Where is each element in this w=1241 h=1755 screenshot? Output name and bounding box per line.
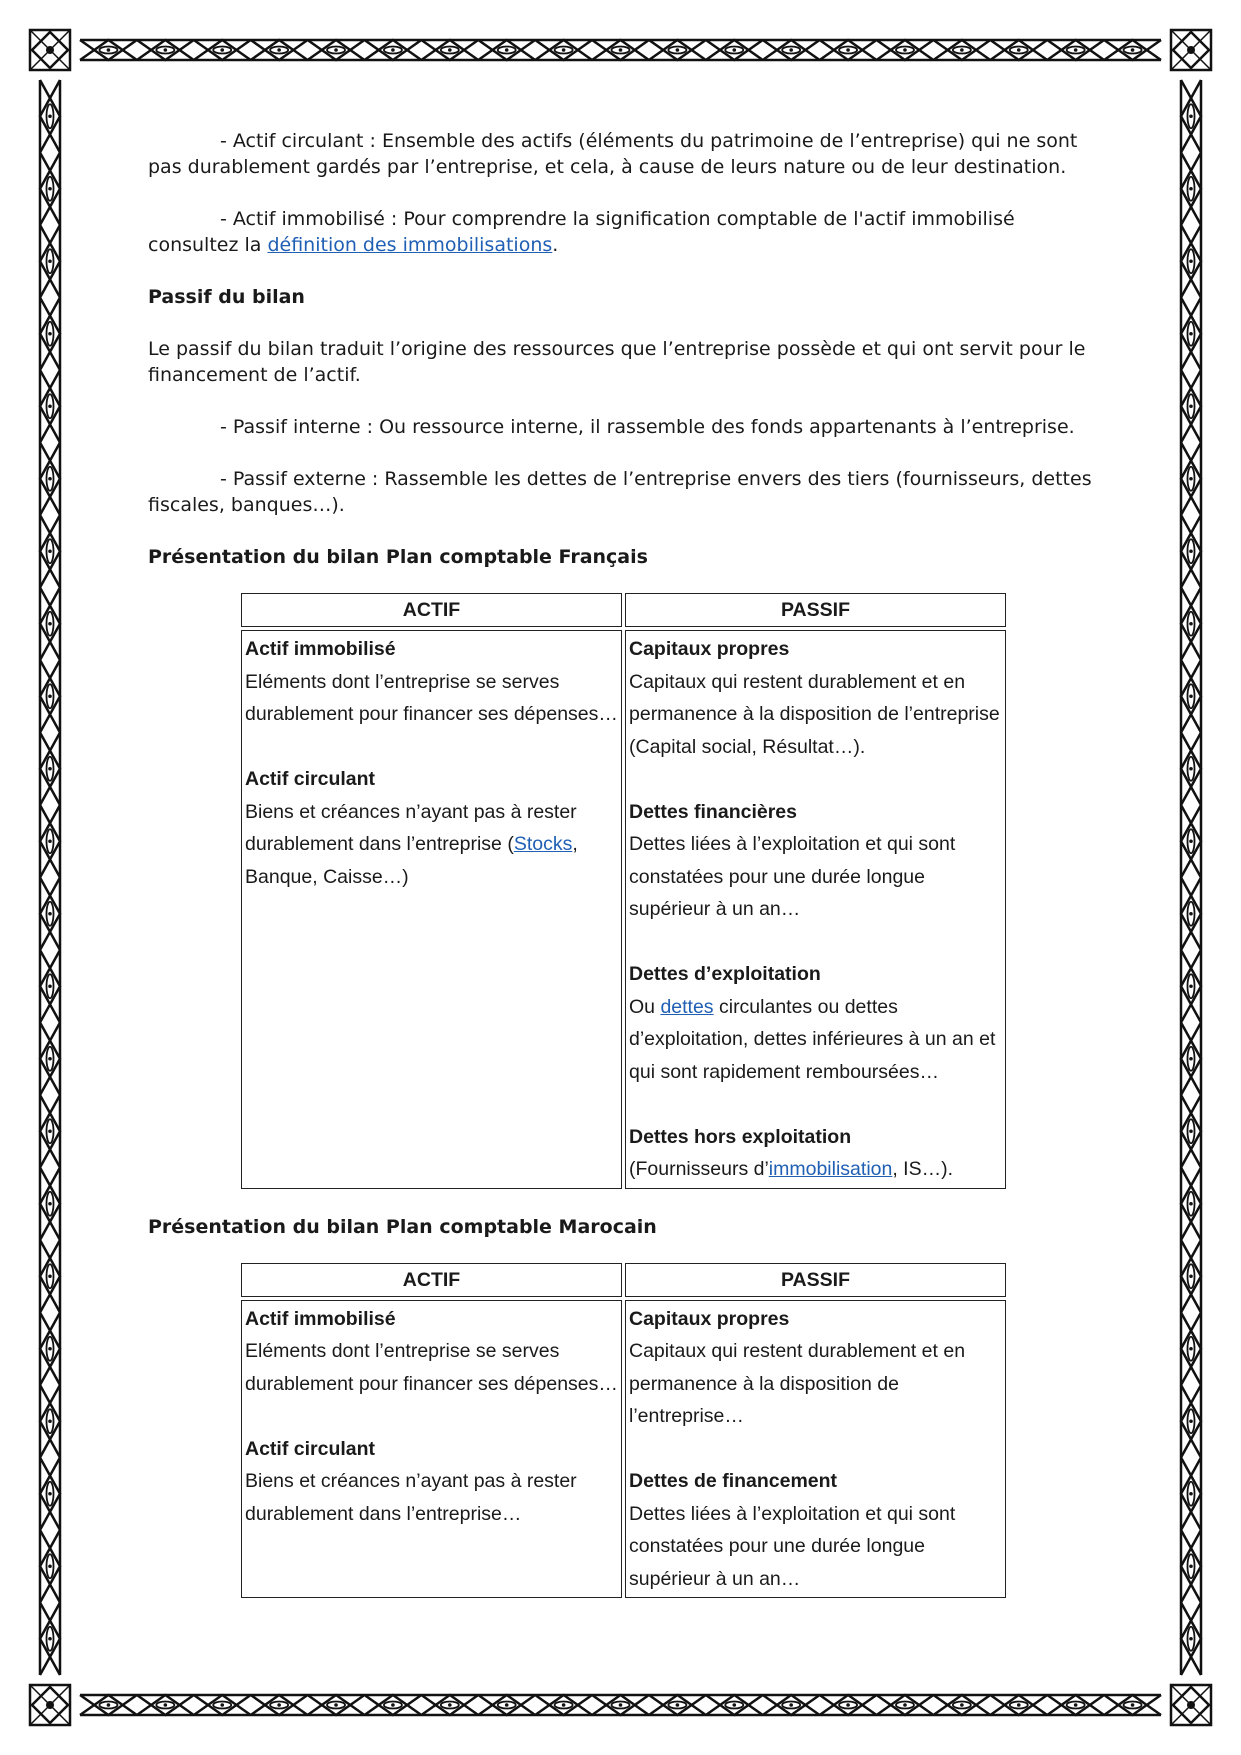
bilan-fr-heading: Présentation du bilan Plan comptable Français: [148, 546, 648, 568]
actif-cell: [241, 1300, 622, 1599]
actif-circulant-title: Actif circulant: [245, 1437, 376, 1460]
border-top-pattern: [80, 40, 1161, 60]
capitaux-propres-title: Capitaux propres: [629, 1307, 790, 1330]
dettes-hors-exploitation-text: [629, 1153, 1002, 1186]
actif-circulant-suffix: , Banque, Caisse…): [245, 833, 578, 888]
dettes-exploitation-suffix: circulantes ou dettes d’exploitation, dettes inférieures à un an et qui sont rapidement remboursées…: [629, 995, 996, 1083]
table-header-row: [241, 593, 1006, 627]
actif-circulant-title: Actif circulant: [245, 768, 376, 790]
dettes-link[interactable]: dettes: [660, 995, 714, 1018]
bilan-table-french: [238, 590, 1009, 1192]
stocks-link[interactable]: Stocks: [513, 833, 573, 855]
dettes-financieres-text: Dettes liées à l’exploitation et qui sont constatées pour une durée longue supérieur à un an…: [629, 833, 956, 920]
dettes-hors-exploitation-title: Dettes hors exploitation: [629, 1125, 852, 1148]
table-row: [241, 1300, 1006, 1599]
col-header-passif: PASSIF: [625, 593, 1006, 627]
actif-circulant-definition: - Actif circulant : Ensemble des actifs (éléments du patrimoine de l’entreprise) qui ne sont pas durablement gardés par l’entreprise, et cela, à cause de leurs nature ou de leur destination.: [148, 130, 1078, 178]
capitaux-propres-title: Capitaux propres: [629, 638, 790, 660]
actif-immobilise-title: Actif immobilisé: [245, 638, 396, 660]
immobilisation-link[interactable]: immobilisation: [768, 1158, 893, 1180]
passif-cell: [625, 630, 1006, 1189]
passif-description: Le passif du bilan traduit l’origine des ressources que l’entreprise possède et qui ont servit pour le financement de l’actif.: [148, 338, 1086, 386]
col-header-actif: ACTIF: [241, 1263, 622, 1297]
actif-immobilise-text: Eléments dont l’entreprise se serves durablement pour financer ses dépenses…: [245, 1340, 618, 1395]
dettes-exploitation-prefix: Ou: [629, 995, 661, 1018]
immobilisations-definition-link[interactable]: définition des immobilisations: [267, 234, 553, 256]
actif-immobilise-definition: [148, 206, 1103, 258]
bilan-table-moroccan: [238, 1260, 1009, 1602]
bilan-ma-heading: Présentation du bilan Plan comptable Marocain: [148, 1215, 657, 1238]
border-left-pattern: [40, 80, 60, 1675]
passif-heading: Passif du bilan: [148, 286, 305, 308]
border-bottom-pattern: [80, 1695, 1161, 1715]
dettes-financement-text: Dettes liées à l’exploitation et qui sont constatées pour une durée longue supérieur à un an…: [629, 1502, 956, 1590]
passif-externe-definition: - Passif externe : Rassemble les dettes de l’entreprise envers des tiers (fournisseurs, dettes fiscales, banques…).: [148, 468, 1092, 516]
actif-circulant-text: [245, 796, 618, 894]
document-body: [148, 128, 1103, 1601]
actif-circulant-text: Biens et créances n’ayant pas à rester durablement dans l’entreprise…: [245, 1470, 577, 1525]
actif-immobilise-text: Eléments dont l’entreprise se serves durablement pour financer ses dépenses…: [245, 670, 618, 725]
table-header-row: [241, 1263, 1006, 1297]
dettes-financieres-title: Dettes financières: [629, 800, 797, 823]
passif-cell: [625, 1300, 1006, 1599]
table-row: [241, 630, 1006, 1189]
dettes-hors-prefix: (Fournisseurs d’: [629, 1158, 769, 1180]
col-header-passif: PASSIF: [625, 1263, 1006, 1297]
capitaux-propres-text: Capitaux qui restent durablement et en permanence à la disposition de l’entreprise…: [629, 1340, 966, 1427]
col-header-actif: ACTIF: [241, 593, 622, 627]
capitaux-propres-text: Capitaux qui restent durablement et en permanence à la disposition de l’entreprise (Capital social, Résultat…).: [629, 670, 1000, 758]
actif-immobilise-prefix: - Actif immobilisé : Pour comprendre la signification comptable de l'actif immobilisé consultez la: [148, 208, 1015, 256]
actif-immobilise-suffix: .: [552, 234, 559, 256]
border-right-pattern: [1181, 80, 1201, 1675]
passif-interne-definition: - Passif interne : Ou ressource interne, il rassemble des fonds appartenants à l’entreprise.: [220, 416, 1075, 438]
actif-circulant-prefix: Biens et créances n’ayant pas à rester durablement dans l’entreprise (: [245, 800, 577, 855]
dettes-financement-title: Dettes de financement: [629, 1470, 838, 1492]
dettes-exploitation-text: [629, 991, 1002, 1089]
dettes-exploitation-title: Dettes d’exploitation: [629, 963, 821, 985]
actif-immobilise-title: Actif immobilisé: [245, 1307, 396, 1330]
dettes-hors-suffix: , IS…).: [892, 1158, 954, 1180]
actif-cell: [241, 630, 622, 1189]
